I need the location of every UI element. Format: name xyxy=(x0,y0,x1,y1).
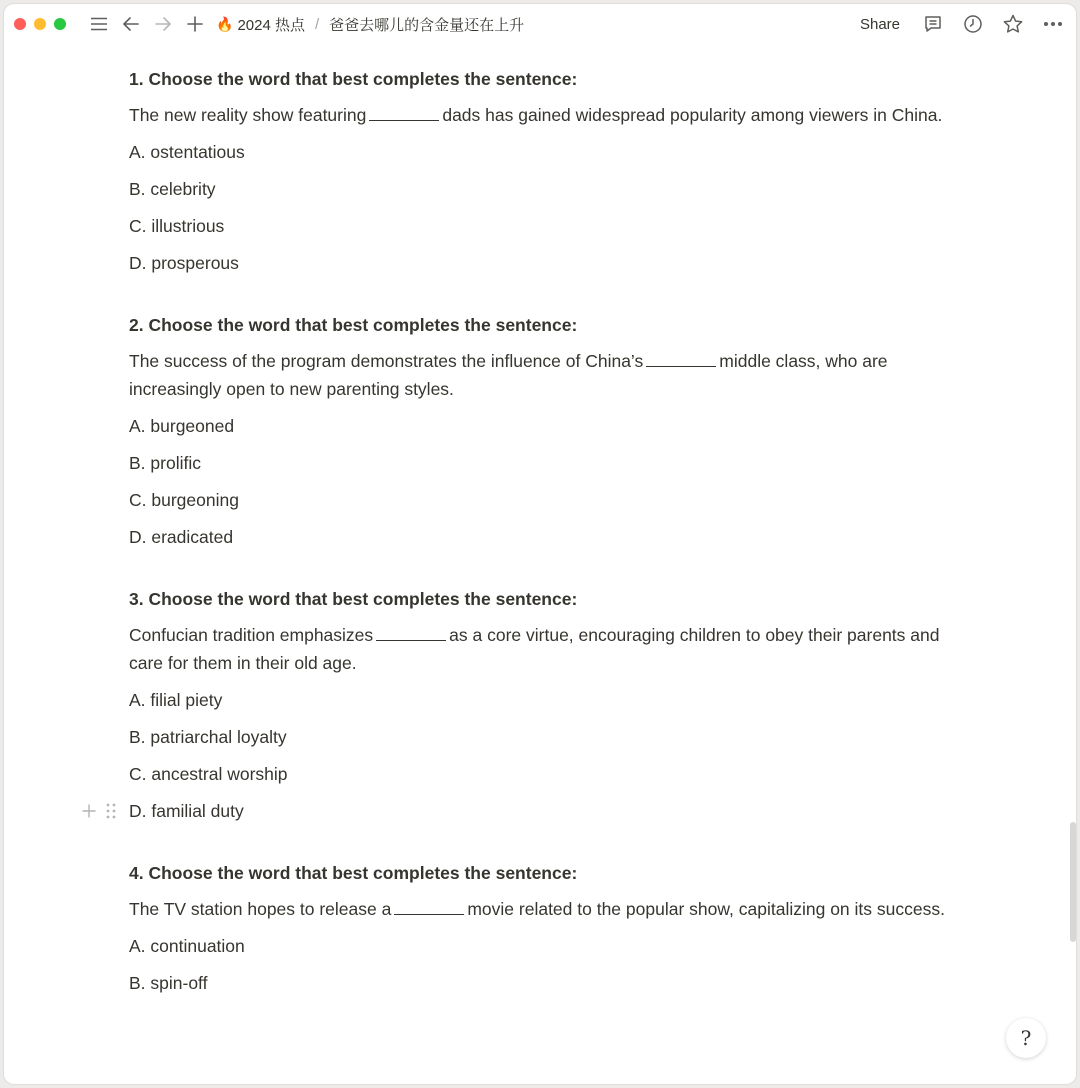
stem-text: movie related to the popular show, capitalizing on its success. xyxy=(467,899,945,919)
add-block-icon[interactable] xyxy=(81,803,97,819)
menu-icon xyxy=(89,14,109,34)
stem-text: The success of the program demonstrates the influence of China’s xyxy=(129,351,644,371)
arrow-left-icon xyxy=(121,14,141,34)
answer-blank xyxy=(394,898,464,915)
option-d[interactable]: D. eradicated xyxy=(129,527,234,547)
scrollbar[interactable] xyxy=(1070,822,1076,942)
minimize-window-button[interactable] xyxy=(34,18,46,30)
stem-text: The new reality show featuring xyxy=(129,105,367,125)
option-d[interactable] xyxy=(129,797,959,825)
favorite-button[interactable] xyxy=(998,9,1028,39)
close-window-button[interactable] xyxy=(14,18,26,30)
comments-button[interactable] xyxy=(918,9,948,39)
plus-icon xyxy=(185,14,205,34)
question-4 xyxy=(129,859,959,997)
star-icon xyxy=(1002,13,1024,35)
question-2 xyxy=(129,311,959,551)
option-b[interactable]: B. prolific xyxy=(129,453,201,473)
comment-icon xyxy=(922,13,944,35)
option-a[interactable]: A. burgeoned xyxy=(129,416,235,436)
option-a[interactable]: A. continuation xyxy=(129,936,245,956)
page-actions xyxy=(854,9,1068,39)
history-button[interactable] xyxy=(958,9,988,39)
question-heading: 1. Choose the word that best completes the sentence: xyxy=(129,69,578,89)
fire-icon: 🔥 xyxy=(216,15,234,32)
breadcrumb-parent[interactable]: 2024 热点 xyxy=(237,16,305,34)
question-heading: 2. Choose the word that best completes the sentence: xyxy=(129,315,578,335)
question-stem[interactable] xyxy=(129,621,959,677)
drag-handle-icon[interactable] xyxy=(105,802,117,820)
option-b[interactable]: B. celebrity xyxy=(129,179,216,199)
option-d[interactable]: D. prosperous xyxy=(129,253,239,273)
question-stem[interactable] xyxy=(129,895,959,923)
nav-controls xyxy=(84,9,524,39)
forward-button[interactable] xyxy=(148,9,178,39)
breadcrumb-separator: / xyxy=(314,15,320,33)
page-content xyxy=(129,44,959,1031)
answer-blank xyxy=(376,624,446,641)
stem-text: The TV station hopes to release a xyxy=(129,899,392,919)
stem-text: middle class, who are increasingly open to new parenting styles. xyxy=(129,351,888,399)
option-c[interactable]: C. burgeoning xyxy=(129,490,239,510)
question-stem[interactable] xyxy=(129,101,959,129)
stem-text: as a core virtue, encouraging children to obey their parents and care for them in their old age. xyxy=(129,625,940,673)
top-bar xyxy=(4,4,1076,44)
answer-blank xyxy=(646,350,716,367)
option-a[interactable]: A. ostentatious xyxy=(129,142,245,162)
option-b[interactable]: B. patriarchal loyalty xyxy=(129,727,287,747)
stem-text: Confucian tradition emphasizes xyxy=(129,625,374,645)
option-a[interactable]: A. filial piety xyxy=(129,690,223,710)
question-stem[interactable] xyxy=(129,347,959,403)
maximize-window-button[interactable] xyxy=(54,18,66,30)
question-1 xyxy=(129,65,959,277)
more-horizontal-icon xyxy=(1042,13,1064,35)
question-heading: 4. Choose the word that best completes the sentence: xyxy=(129,863,578,883)
sidebar-toggle-button[interactable] xyxy=(84,9,114,39)
option-text: D. familial duty xyxy=(129,801,244,821)
option-c[interactable]: C. illustrious xyxy=(129,216,225,236)
breadcrumb xyxy=(216,14,524,35)
option-c[interactable]: C. ancestral worship xyxy=(129,764,288,784)
block-handle xyxy=(81,797,117,825)
help-button[interactable] xyxy=(1006,1018,1046,1058)
back-button[interactable] xyxy=(116,9,146,39)
more-button[interactable] xyxy=(1038,9,1068,39)
option-b[interactable]: B. spin-off xyxy=(129,973,208,993)
arrow-right-icon xyxy=(153,14,173,34)
app-window xyxy=(4,4,1076,1084)
question-heading: 3. Choose the word that best completes the sentence: xyxy=(129,589,578,609)
stem-text: dads has gained widespread popularity among viewers in China. xyxy=(442,105,943,125)
window-controls xyxy=(14,18,66,30)
question-3 xyxy=(129,585,959,825)
share-button[interactable]: Share xyxy=(859,15,900,33)
clock-icon xyxy=(962,13,984,35)
new-page-button[interactable] xyxy=(180,9,210,39)
breadcrumb-current-page[interactable]: 爸爸去哪儿的含金量还在上升 xyxy=(329,16,525,34)
answer-blank xyxy=(369,104,439,121)
help-icon: ? xyxy=(1020,1026,1032,1050)
